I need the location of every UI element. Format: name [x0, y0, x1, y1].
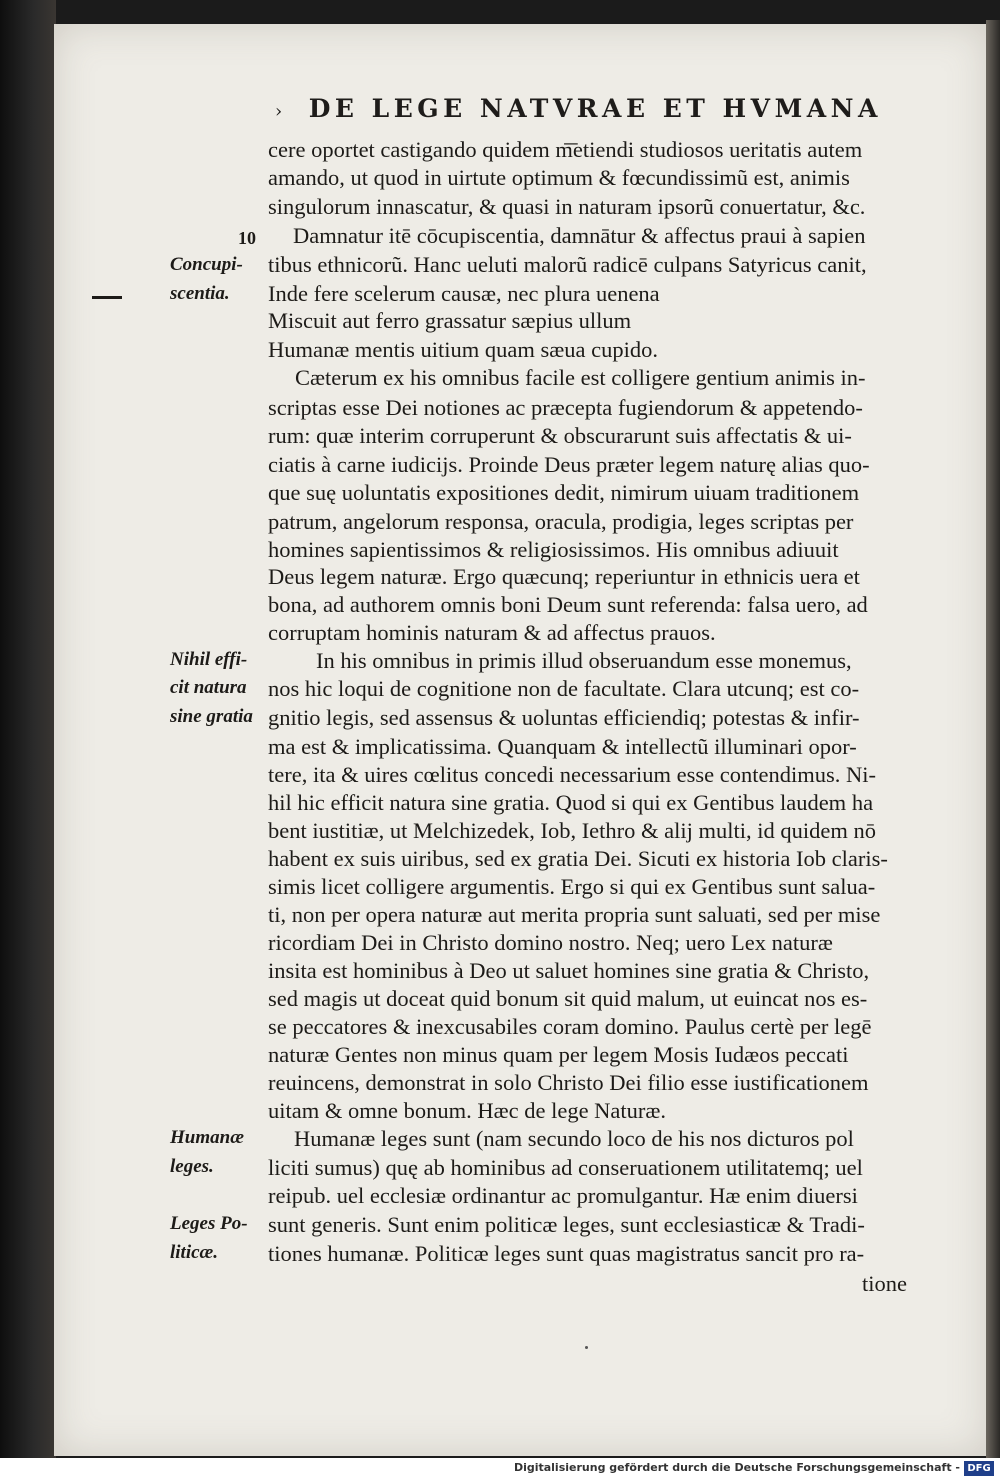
text-line: ma est & implicatissima. Quanquam & intellectũ illuminari opor-	[268, 734, 857, 759]
book-binding-edge	[0, 0, 56, 1468]
margin-note: Concupi-	[170, 254, 243, 275]
text-line: hil hic efficit natura sine gratia. Quod si qui ex Gentibus laudem ha	[268, 790, 874, 815]
text-line: Cæterum ex his omnibus facile est colligere gentium animis in-	[295, 365, 866, 390]
margin-note: Leges Po-	[170, 1213, 248, 1234]
line-number: 10	[238, 228, 256, 248]
dfg-logo: DFG	[964, 1461, 994, 1476]
margin-note: leges.	[170, 1156, 214, 1177]
text-line: ciatis à carne iudicijs. Proinde Deus præter legem naturę alias quo-	[268, 452, 870, 477]
margin-note: sine gratia	[170, 706, 253, 727]
text-line: Inde fere scelerum causæ, nec plura uenena	[268, 281, 660, 306]
text-line: bent iustitiæ, ut Melchizedek, Iob, Iethro & alij multi, id quidem nō	[268, 818, 877, 843]
text-line: naturæ Gentes non minus quam per legem Mosis Iudæos peccati	[268, 1042, 849, 1067]
text-line: reuincens, demonstrat in solo Christo Dei filio esse iustificationem	[268, 1070, 869, 1095]
text-line: cere oportet castigando quidem m͞etiendi studiosos ueritatis autem	[268, 137, 863, 162]
text-line: Miscuit aut ferro grassatur sæpius ullum	[268, 308, 632, 333]
text-line: insita est hominibus à Deo ut saluet homines sine gratia & Christo,	[268, 958, 870, 983]
page-speck	[585, 1346, 588, 1349]
margin-note: Nihil effi-	[170, 649, 248, 670]
margin-note: cit natura	[170, 677, 247, 698]
text-line: In his omnibus in primis illud obseruandum esse monemus,	[316, 648, 852, 673]
text-line: scriptas esse Dei notiones ac præcepta fugiendorum & appetendo-	[268, 395, 863, 420]
running-head	[275, 94, 882, 134]
running-head-mark: ›	[275, 101, 287, 122]
text-line: se peccatores & inexcusabiles coram domino. Paulus certè per legē	[268, 1014, 872, 1039]
text-line: rum: quæ interim corruperunt & obscurarunt suis affectatis & ui-	[268, 423, 852, 448]
margin-dash-mark	[92, 296, 122, 299]
text-line: Deus legem naturæ. Ergo quæcunq; reperiuntur in ethnicis uera et	[268, 564, 860, 589]
catchword: tione	[862, 1271, 907, 1296]
footer-credit: Digitalisierung gefördert durch die Deutsche Forschungsgemeinschaft -	[513, 1461, 960, 1474]
text-line: Humanæ leges sunt (nam secundo loco de his nos dicturos pol	[294, 1126, 854, 1151]
text-line: tibus ethnicorũ. Hanc ueluti malorũ radicē culpans Satyricus canit,	[268, 252, 867, 277]
text-line: liciti sumus) quę ab hominibus ad conseruationem utilitatemq; uel	[268, 1155, 863, 1180]
text-line: sunt generis. Sunt enim politicæ leges, sunt ecclesiasticæ & Tradi-	[268, 1212, 865, 1237]
text-line: gnitio legis, sed assensus & uoluntas efficiendiq; potestas & infir-	[268, 705, 860, 730]
text-line: habent ex suis uiribus, sed ex gratia Dei. Sicuti ex historia Iob claris-	[268, 846, 888, 871]
text-line: patrum, angelorum responsa, oracula, prodigia, leges scriptas per	[268, 509, 854, 534]
text-line: uitam & omne bonum. Hæc de lege Naturæ.	[268, 1098, 667, 1123]
text-line: tiones humanæ. Politicæ leges sunt quas magistratus sancit pro ra-	[268, 1241, 865, 1266]
page-edge-shadow	[986, 20, 1000, 1460]
text-line: Damnatur itē cōcupiscentia, damnātur & affectus praui à sapien	[293, 223, 866, 248]
text-line: sed magis ut doceat quid bonum sit quid malum, ut euincat nos es-	[268, 986, 868, 1011]
text-line: corruptam hominis naturam & ad affectus prauos.	[268, 620, 716, 645]
text-line: que suę uoluntatis expositiones dedit, nimirum uiuam traditionem	[268, 480, 860, 505]
text-line: ricordiam Dei in Christo domino nostro. Neq; uero Lex naturæ	[268, 930, 833, 955]
margin-note: Humanæ	[170, 1127, 244, 1148]
running-head-title: DE LEGE NATVRAE ET HVMANA	[308, 94, 882, 123]
text-line: ti, non per opera naturæ aut merita propria sunt saluati, sed per mise	[268, 902, 881, 927]
margin-note: scentia.	[170, 283, 230, 304]
text-line: reipub. uel ecclesiæ ordinantur ac promulgantur. Hæ enim diuersi	[268, 1183, 858, 1208]
text-line: bona, ad authorem omnis boni Deum sunt referenda: falsa uero, ad	[268, 592, 868, 617]
text-line: Humanæ mentis uitium quam sæua cupido.	[268, 337, 658, 362]
text-line: nos hic loqui de cognitione non de facultate. Clara utcunq; est co-	[268, 676, 860, 701]
text-line: amando, ut quod in uirtute optimum & fœcundissimũ est, animis	[268, 165, 850, 190]
text-line: homines sapientissimos & religiosissimos. His omnibus adiuuit	[268, 537, 839, 562]
text-line: singulorum innascatur, & quasi in naturam ipsorũ conuertatur, &c.	[268, 194, 866, 219]
text-line: tere, ita & uires cœlitus concedi necessarium esse contendimus. Ni-	[268, 762, 876, 787]
text-line: simis licet colligere argumentis. Ergo si qui ex Gentibus sunt salua-	[268, 874, 876, 899]
margin-note: liticæ.	[170, 1242, 219, 1263]
